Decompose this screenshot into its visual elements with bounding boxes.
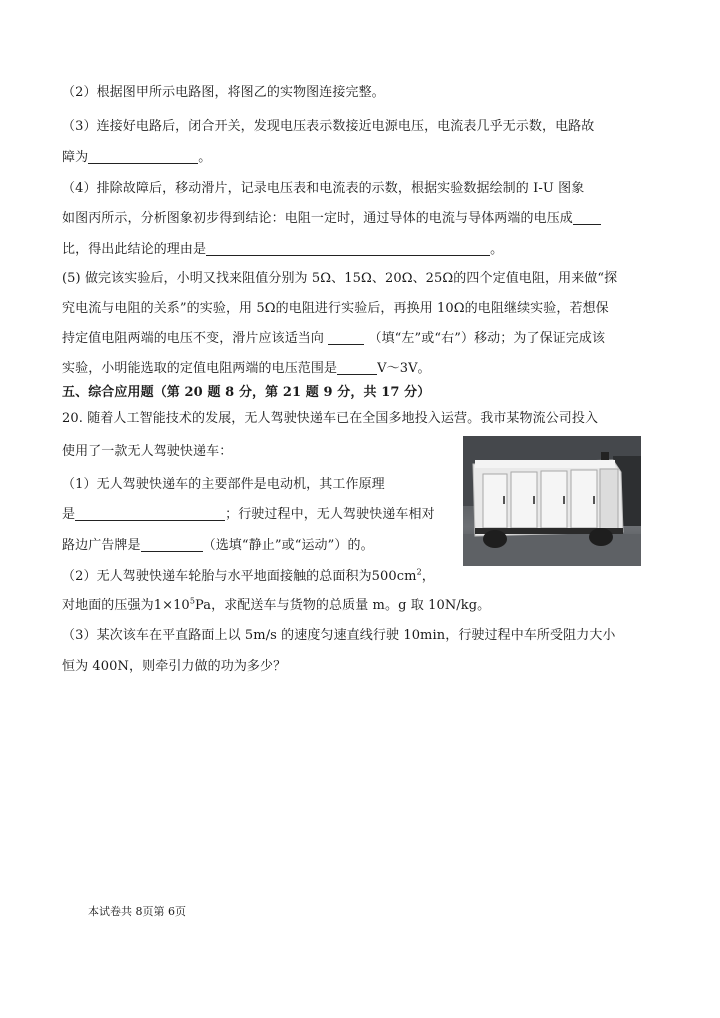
- q4-answer-blank-1[interactable]: [573, 210, 601, 225]
- q3-answer-blank[interactable]: [88, 149, 198, 164]
- pressure-exponent: 5: [189, 596, 196, 606]
- q3-text-line1: （3）连接好电路后，闭合开关，发现电压表示数接近电源电压，电流表几乎无示数，电路故: [62, 119, 595, 134]
- q20-2-line1-end: ，: [421, 569, 435, 584]
- delivery-vehicle-photo: [463, 436, 641, 566]
- q20-text-line2: 使用了一款无人驾驶快递车：: [62, 444, 233, 459]
- delivery-vehicle-illustration: [463, 436, 641, 566]
- q20-1-line2-prefix: 是: [62, 507, 76, 522]
- q3-prefix: 障为: [62, 150, 89, 165]
- q20-2-text-line1: [62, 568, 435, 586]
- page-footer: 本试卷共 8页第 6页: [88, 905, 186, 918]
- q20-1-line2-suffix: ；行驶过程中，无人驾驶快递车相对: [225, 507, 435, 522]
- area-exponent: 2: [416, 567, 422, 577]
- q20-2-line1-main: （2）无人驾驶快递车轮胎与水平地面接触的总面积为500cm: [62, 569, 417, 584]
- q4-text-line2: [62, 210, 601, 228]
- q4-text-line1: （4）排除故障后，移动滑片，记录电压表和电流表的示数，根据实验数据绘制的 I-U 图象: [62, 181, 585, 196]
- q4-line3-prefix: 比，得出此结论的理由是: [62, 242, 207, 257]
- q20-3-text-line2: 恒为 400N，则牵引力做的功为多少？: [62, 659, 287, 674]
- q5-answer-blank-2[interactable]: [337, 360, 377, 375]
- q20-1-answer-blank-1[interactable]: [75, 506, 225, 521]
- q20-3-text-line1: （3）某次该车在平直路面上以 5m/s 的速度匀速直线行驶 10min，行驶过程中车所受阻力大小: [62, 628, 616, 643]
- q5-text-line4: [62, 360, 431, 378]
- q4-line2-text: 如图丙所示，分析图象初步得到结论：电阻一定时，通过导体的电流与导体两端的电压成: [62, 211, 573, 226]
- q20-2-text-line2: [62, 597, 490, 615]
- q3-text-line2: [62, 149, 211, 167]
- q4-line3-suffix: 。: [490, 242, 504, 257]
- q5-text-line1: (5) 做完该实验后，小明又找来阻值分别为 5Ω、15Ω、20Ω、25Ω的四个定值电阻，用来做“探: [62, 271, 618, 286]
- q20-text-line1: 20. 随着人工智能技术的发展，无人驾驶快递车已在全国多地投入运营。我市某物流公司投入: [62, 411, 599, 426]
- section5-title: 五、综合应用题（第 20 题 8 分，第 21 题 9 分，共 17 分）: [62, 385, 431, 400]
- q20-2-line2-main: 对地面的压强为1×10: [62, 598, 190, 613]
- q5-answer-blank-1[interactable]: [328, 330, 364, 345]
- q20-2-line2-end: Pa，求配送车与货物的总质量 m。g 取 10N/kg。: [195, 598, 491, 613]
- q20-1-text-line3: [62, 537, 374, 555]
- q5-text-line2: 究电流与电阻的关系”的实验，用 5Ω的电阻进行实验后，再换用 10Ω的电阻继续实验，若想保: [62, 301, 609, 316]
- q20-1-line3-prefix: 路边广告牌是: [62, 538, 141, 553]
- q4-text-line3: [62, 241, 503, 259]
- q20-1-text-line1: （1）无人驾驶快递车的主要部件是电动机，其工作原理: [62, 477, 385, 492]
- q5-line4-suffix: V～3V。: [377, 361, 431, 376]
- q20-1-answer-blank-2[interactable]: [141, 537, 203, 552]
- q4-answer-blank-2[interactable]: [206, 241, 490, 256]
- q2-text: （2）根据图甲所示电路图，将图乙的实物图连接完整。: [62, 85, 385, 100]
- q5-line3-suffix: （填“左”或“右”）移动；为了保证完成该: [368, 331, 606, 346]
- q3-suffix: 。: [198, 150, 212, 165]
- q20-1-line3-suffix: （选填“静止”或“运动”）的。: [202, 538, 374, 553]
- q5-line3-prefix: 持定值电阻两端的电压不变，滑片应该适当向: [62, 331, 325, 346]
- q5-text-line3: [62, 330, 605, 348]
- q20-1-text-line2: [62, 506, 435, 524]
- q5-line4-prefix: 实验，小明能选取的定值电阻两端的电压范围是: [62, 361, 338, 376]
